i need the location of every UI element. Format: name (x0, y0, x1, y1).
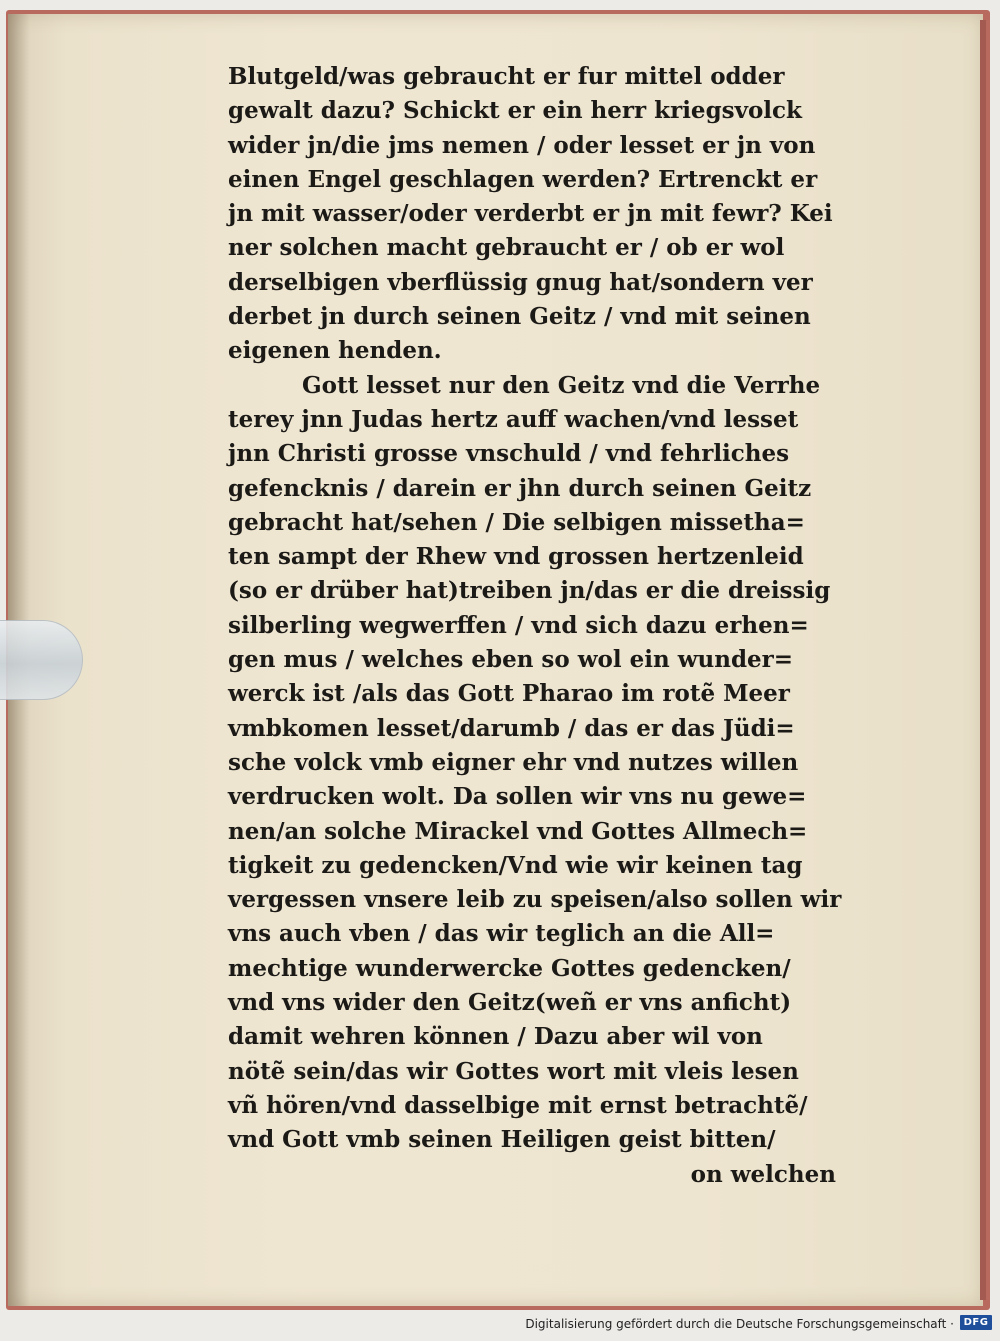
text-line: Gott lesset nur den Geitz vnd die Verrhe (302, 371, 821, 399)
text-line: nen/an solche Mirackel vnd Gottes Allmech= (228, 817, 808, 845)
page-edge (980, 20, 986, 1300)
text-line: vmbkomen lesset/darumb / das er das Jüdi= (228, 714, 795, 742)
text-line: ner solchen macht gebraucht er / ob er wol (228, 234, 785, 262)
catchword: on welchen (690, 1160, 836, 1188)
text-line: jnn Christi grosse vnschuld / vnd fehrliches (228, 440, 790, 468)
text-line: vñ hören/vnd dasselbige mit ernst betrachtẽ/ (228, 1091, 808, 1119)
text-line: eigenen henden. (228, 337, 442, 365)
text-line: derselbigen vberflüssig gnug hat/sondern ver (228, 268, 813, 296)
text-line: vnd vns wider den Geitz(weñ er vns anficht) (228, 989, 792, 1017)
page-clip (0, 620, 83, 700)
text-line: vergessen vnsere leib zu speisen/also sollen wir (228, 886, 842, 914)
text-line: (so er drüber hat)treiben jn/das er die dreissig (228, 577, 831, 605)
text-line: mechtige wunderwercke Gottes gedencken/ (228, 954, 791, 982)
text-line: gen mus / welches eben so wol ein wunder= (228, 646, 794, 674)
text-line: gefencknis / darein er jhn durch seinen Geitz (228, 474, 812, 502)
text-line: vnd Gott vmb seinen Heiligen geist bitten/ (228, 1126, 776, 1154)
text-line: sche volck vmb eigner ehr vnd nutzes willen (228, 748, 799, 776)
text-line: damit wehren können / Dazu aber wil von (228, 1023, 763, 1051)
text-line: gewalt dazu? Schickt er ein herr kriegsvolck (228, 97, 802, 125)
text-line: silberling wegwerffen / vnd sich dazu erhen= (228, 611, 809, 639)
text-line: derbet jn durch seinen Geitz / vnd mit seinen (228, 303, 811, 331)
text-line: terey jnn Judas hertz auff wachen/vnd lesset (228, 405, 799, 433)
text-line: jn mit wasser/oder verderbt er jn mit fewr? Kei (228, 200, 833, 228)
text-line: gebracht hat/sehen / Die selbigen missetha= (228, 508, 805, 536)
text-line: vns auch vben / das wir teglich an die All= (228, 920, 775, 948)
footer-credit: Digitalisierung gefördert durch die Deutsche Forschungsgemeinschaft · (525, 1317, 954, 1331)
text-line: wider jn/die jms nemen / oder lesset er jn von (228, 131, 816, 159)
dfg-logo-icon: DFG (960, 1315, 992, 1330)
text-line: tigkeit zu gedencken/Vnd wie wir keinen tag (228, 851, 803, 879)
text-line: einen Engel geschlagen werden? Ertrenckt er (228, 165, 818, 193)
text-line: verdrucken wolt. Da sollen wir vns nu gewe= (228, 783, 807, 811)
text-line: nötẽ sein/das wir Gottes wort mit vleis lesen (228, 1057, 799, 1085)
page-text (228, 60, 848, 1192)
text-line: werck ist /als das Gott Pharao im rotẽ Meer (228, 680, 790, 708)
text-line: Blutgeld/was gebraucht er fur mittel odder (228, 63, 785, 90)
text-line: ten sampt der Rhew vnd grossen hertzenleid (228, 543, 804, 571)
